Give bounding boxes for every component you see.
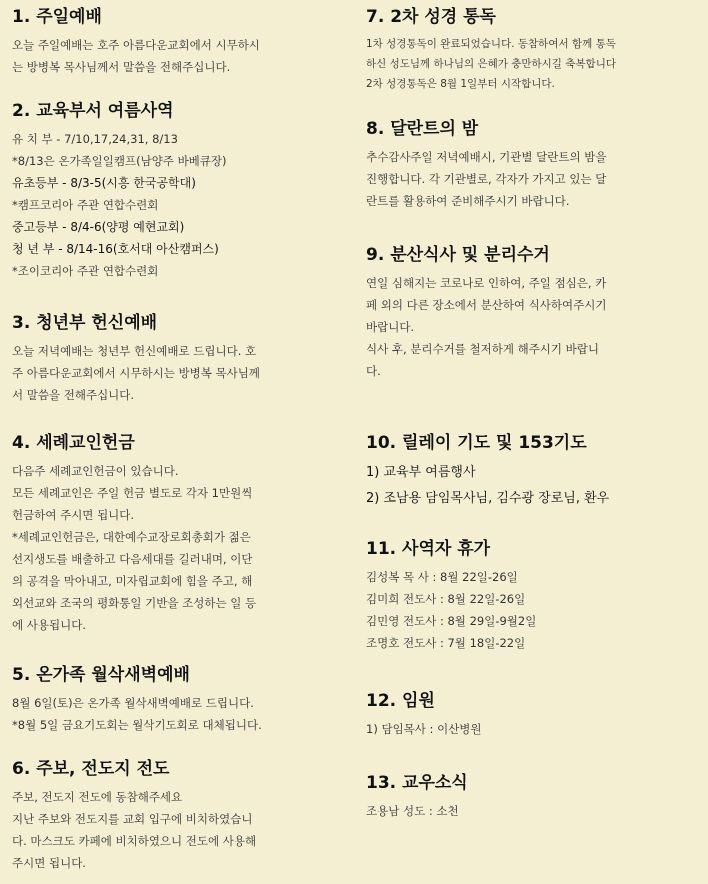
section-line: *8/13은 온가족일일캠프(남양주 바베큐장): [12, 154, 227, 168]
section-title: 3. 청년부 헌신예배: [12, 313, 158, 333]
section-title: 12. 임원: [366, 691, 435, 711]
section-line: 는 방병복 목사님께서 말씀을 전해주십니다.: [12, 60, 231, 74]
section-line: 다. 마스크도 카페에 비치하였으니 전도에 사용해: [12, 834, 257, 848]
section-title: 10. 릴레이 기도 및 153기도: [366, 433, 587, 453]
section-line: 김민영 전도사 : 8월 29일-9월2일: [366, 614, 537, 628]
section-title: 7. 2차 성경 통독: [366, 7, 496, 27]
section-line: 1차 성경통독이 완료되었습니다. 동참하여서 함께 통독: [366, 38, 616, 50]
section-line: 서 말씀을 전해주십니다.: [12, 388, 135, 402]
section-line: 8월 6일(토)은 온가족 월삭새벽예배로 드립니다.: [12, 696, 254, 710]
section-line: 하신 성도님께 하나님의 은혜가 충만하시길 축복합니다: [366, 58, 616, 70]
section-line: 청 년 부 - 8/14-16(호서대 아산캠퍼스): [12, 242, 219, 256]
section-title: 6. 주보, 전도지 전도: [12, 759, 170, 779]
section-line: 1) 담임목사 : 이산병원: [366, 722, 482, 736]
section-title: 1. 주일예배: [12, 7, 102, 27]
section-line: 진행합니다. 각 기관별로, 각자가 가지고 있는 달: [366, 172, 607, 186]
section-line: 모든 세례교인은 주일 헌금 별도로 각자 1만원씩: [12, 486, 253, 500]
section-line: 헌금하여 주시면 됩니다.: [12, 508, 135, 522]
section-line: 연일 심해지는 코로나로 인하여, 주일 점심은, 카: [366, 276, 607, 290]
section-line: 조용남 성도 : 소천: [366, 804, 459, 818]
section-title: 8. 달란트의 밤: [366, 119, 479, 139]
section-relay-prayer: [366, 432, 698, 512]
section-title: 9. 분산식사 및 분리수거: [366, 245, 550, 265]
section-distributed-meal: [366, 244, 698, 382]
section-bulletin-evangelism: [12, 758, 338, 874]
section-officers: [366, 690, 698, 740]
section-line: 2) 조남용 담임목사님, 김수광 장로님, 환우: [366, 491, 610, 506]
section-line: 의 공격을 막아내고, 미자립교회에 힘을 주고, 해: [12, 574, 253, 588]
section-line: 외선교와 조국의 평화통일 기반을 조성하는 일 등: [12, 596, 257, 610]
section-dawn-worship: [12, 664, 338, 736]
section-line: 오늘 주일예배는 호주 아름다운교회에서 시무하시: [12, 38, 260, 52]
section-line: 페 외의 다른 장소에서 분산하여 식사하여주시기: [366, 298, 607, 312]
section-line: 지난 주보와 전도지를 교회 입구에 비치하였습니: [12, 812, 253, 826]
section-line: *조이코리아 주관 연합수련회: [12, 264, 159, 278]
section-line: *세례교인헌금은, 대한예수교장로회총회가 젊은: [12, 530, 251, 544]
section-line: 2차 성경통독은 8월 1일부터 시작합니다.: [366, 78, 555, 90]
section-line: 다.: [366, 364, 381, 378]
section-line: 선지생도를 배출하고 다음세대를 길러내며, 이단: [12, 552, 253, 566]
section-title: 2. 교육부서 여름사역: [12, 101, 174, 121]
section-line: 주 아름다운교회에서 시무하시는 방병복 목사님께: [12, 366, 260, 380]
section-line: 유 치 부 - 7/10,17,24,31, 8/13: [12, 132, 178, 146]
section-youth-worship: [12, 312, 338, 406]
section-line: 김성복 목 사 : 8월 22일-26일: [366, 570, 518, 584]
section-line: 추수감사주일 저녁예배시, 기관별 달란트의 밤을: [366, 150, 607, 164]
section-line: 다음주 세례교인헌금이 있습니다.: [12, 464, 179, 478]
section-title: 11. 사역자 휴가: [366, 539, 491, 559]
section-baptized-offering: [12, 432, 338, 636]
section-line: 바랍니다.: [366, 320, 415, 334]
section-sunday-worship: [12, 6, 338, 78]
section-line: *8월 5일 금요기도회는 월삭기도회로 대체됩니다.: [12, 718, 262, 732]
section-line: 유초등부 - 8/3-5(시흥 한국공학대): [12, 176, 196, 190]
section-line: 1) 교육부 여름행사: [366, 465, 476, 480]
section-title: 4. 세례교인헌금: [12, 433, 135, 453]
section-member-news: [366, 772, 698, 822]
section-line: 김미희 전도사 : 8월 22일-26일: [366, 592, 526, 606]
section-line: 오늘 저녁예배는 청년부 헌신예배로 드립니다. 호: [12, 344, 257, 358]
section-line: *캠프코리아 주관 연합수련회: [12, 198, 159, 212]
section-education-summer: [12, 100, 338, 282]
section-line: 중고등부 - 8/4-6(양평 예현교회): [12, 220, 185, 234]
section-line: 주보, 전도지 전도에 동참해주세요: [12, 790, 183, 804]
section-line: 식사 후, 분리수거를 철저하게 해주시기 바랍니: [366, 342, 600, 356]
section-minister-vacation: [366, 538, 698, 654]
section-line: 주시면 됩니다.: [12, 856, 86, 870]
section-line: 에 사용됩니다.: [12, 618, 86, 632]
section-title: 5. 온가족 월삭새벽예배: [12, 665, 190, 685]
section-title: 13. 교우소식: [366, 773, 468, 793]
section-line: 란트를 활용하여 준비해주시기 바랍니다.: [366, 194, 570, 208]
section-line: 조명호 전도사 : 7월 18일-22일: [366, 636, 526, 650]
section-bible-reading: [366, 6, 698, 94]
section-talent-night: [366, 118, 698, 212]
